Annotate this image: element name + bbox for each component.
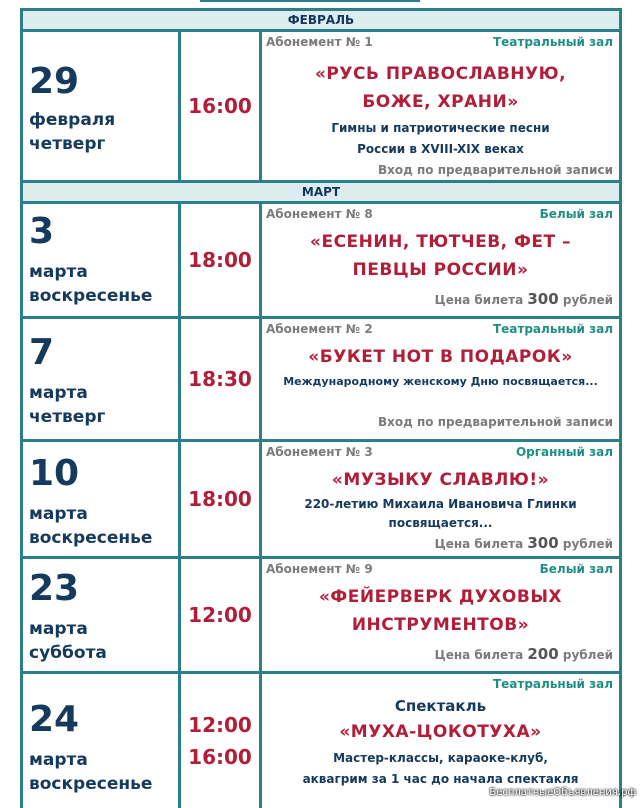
event-hall: Органный зал [515,445,613,459]
event-description-line-2: аквагрим за 1 час до начала спектакля [302,772,579,786]
event-title-line-1: «МУХА-ЦОКОТУХА» [339,722,542,742]
price-currency: рублей [562,648,613,662]
event-info-cell [262,319,619,439]
month-header-february: ФЕВРАЛЬ [23,11,619,29]
event-hall: Театральный зал [492,35,613,49]
event-description-line-1: Международному женскому Дню посвящается... [283,375,598,388]
event-title-line-2: ИНСТРУМЕНТОВ» [351,615,530,635]
event-time: 18:00 [188,248,252,272]
top-edge-line [200,0,420,2]
event-weekday: воскресенье [29,286,153,306]
event-time-cell [181,32,259,180]
price-value: 300 [527,290,559,308]
event-title-line-1: «ЕСЕНИН, ТЮТЧЕВ, ФЕТ – [309,232,572,252]
event-date-cell [23,204,178,316]
event-date-cell [23,319,178,439]
event-hall: Театральный зал [492,322,613,336]
event-subscription: Абонемент № 8 [266,207,373,221]
event-info-cell [262,442,619,556]
event-time-cell [181,674,259,808]
event-subscription: Абонемент № 2 [266,322,373,336]
event-month: марта [29,750,88,770]
event-price [435,534,613,552]
event-description-line-2: посвящается... [388,516,493,530]
event-title-line-1: «МУЗЫКУ СЛАВЛЮ!» [331,470,550,490]
event-date-cell [23,32,178,180]
event-description-line-2: России в XVIII-XIX веках [357,142,524,156]
event-footer: Вход по предварительной записи [378,415,613,429]
price-currency: рублей [562,293,613,307]
event-time-cell [181,204,259,316]
event-time: 18:00 [188,487,252,511]
event-title-line-2: ПЕВЦЫ РОССИИ» [352,260,529,280]
price-value: 300 [527,534,559,552]
event-time-cell [181,442,259,556]
event-month: февраля [29,110,116,130]
event-time-cell [181,319,259,439]
event-date-cell [23,442,178,556]
event-weekday: четверг [29,407,106,427]
event-info-cell [262,559,619,671]
price-value: 200 [527,645,559,663]
event-title-line-1: «РУСЬ ПРАВОСЛАВНУЮ, [314,64,567,84]
event-price [435,645,613,663]
event-description-line-1: Мастер-классы, караоке-клуб, [333,751,548,765]
event-time-cell [181,559,259,671]
event-time: 16:00 [188,94,252,118]
event-title-line-1: «БУКЕТ НОТ В ПОДАРОК» [308,347,573,367]
event-subscription: Абонемент № 1 [266,35,373,49]
price-label: Цена билета [434,537,524,551]
event-day-number: 23 [29,568,80,609]
event-price [435,290,613,308]
event-title-line-1: «ФЕЙЕРВЕРК ДУХОВЫХ [318,587,563,607]
event-time: 16:00 [188,745,252,769]
event-description-line-1: 220-летию Михаила Ивановича Глинки [304,497,577,511]
event-info-cell [262,32,619,180]
event-day-number: 7 [29,332,55,373]
event-weekday: суббота [29,643,107,663]
event-month: марта [29,619,88,639]
event-subscription: Абонемент № 9 [266,562,373,576]
event-time: 12:00 [188,603,252,627]
event-month: марта [29,262,88,282]
month-header-march: МАРТ [23,183,619,201]
event-time: 12:00 [188,713,252,737]
event-day-number: 24 [29,699,80,740]
event-date-cell [23,559,178,671]
event-date-cell [23,674,178,808]
event-day-number: 10 [29,453,80,494]
price-label: Цена билета [434,648,524,662]
event-subscription: Абонемент № 3 [266,445,373,459]
event-weekday: воскресенье [29,528,153,548]
event-weekday: воскресенье [29,774,153,794]
event-title-line-2: БОЖЕ, ХРАНИ» [362,92,519,112]
event-footer: Вход по предварительной записи [378,163,613,177]
event-hall: Белый зал [539,562,613,576]
event-hall: Белый зал [539,207,613,221]
event-weekday: четверг [29,134,106,154]
event-hall: Театральный зал [492,677,613,691]
event-month: марта [29,504,88,524]
event-day-number: 29 [29,61,80,102]
price-currency: рублей [562,537,613,551]
watermark: БесплатныеОбъявления.рф [489,787,636,798]
event-pre-title: Спектакль [394,697,487,715]
event-info-cell [262,204,619,316]
price-label: Цена билета [434,293,524,307]
event-description-line-1: Гимны и патриотические песни [331,121,550,135]
event-day-number: 3 [29,211,55,252]
event-month: марта [29,383,88,403]
schedule-table [20,8,622,808]
event-time: 18:30 [188,367,252,391]
